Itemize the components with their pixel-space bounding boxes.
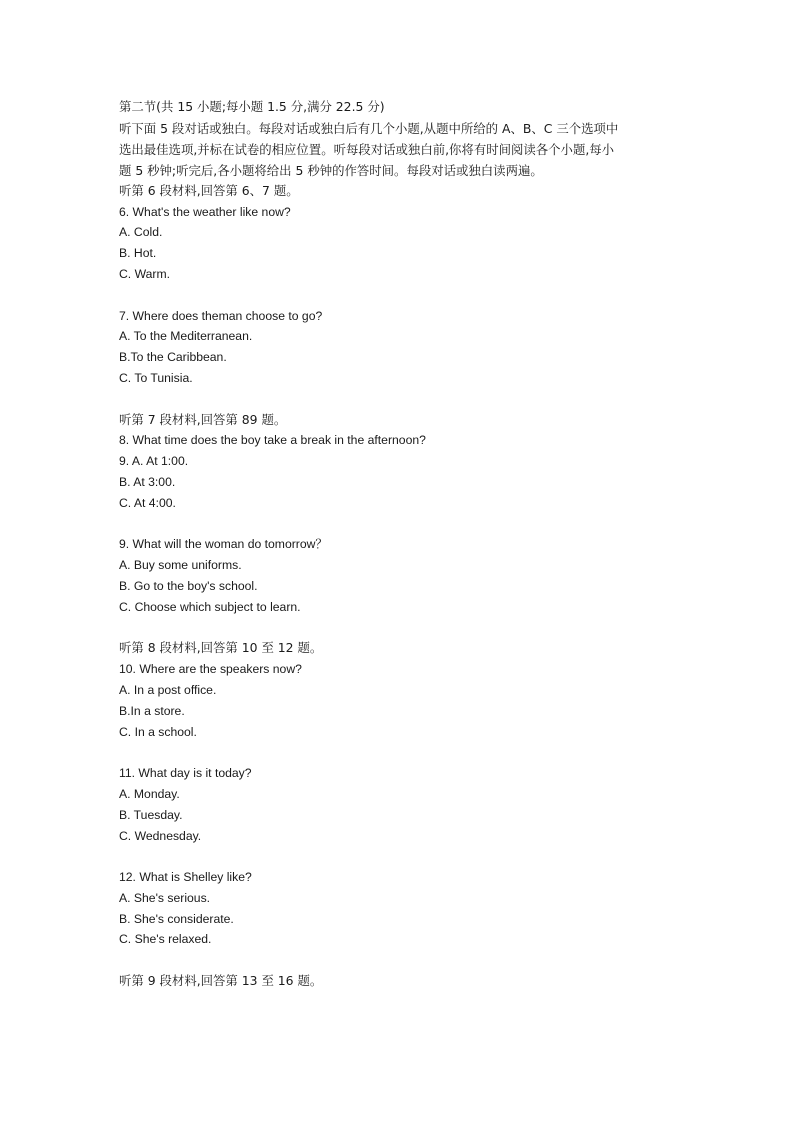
question-stem: 12. What is Shelley like? bbox=[119, 870, 252, 885]
question-stem: 10. Where are the speakers now? bbox=[119, 662, 302, 677]
spacer bbox=[119, 742, 679, 763]
option-a: A. She's serious. bbox=[119, 890, 211, 905]
question-6 bbox=[119, 202, 679, 285]
option-c: C. She's relaxed. bbox=[119, 932, 212, 947]
option-a: A. Monday. bbox=[119, 786, 180, 801]
question-10 bbox=[119, 659, 679, 742]
question-stem: 11. What day is it today? bbox=[119, 766, 252, 781]
question-group-7 bbox=[119, 410, 679, 639]
group-header: 听第 6 段材料,回答第 6、7 题。 bbox=[119, 182, 299, 198]
spacer bbox=[119, 514, 679, 535]
option-c: C. Choose which subject to learn. bbox=[119, 599, 301, 614]
option-b: B. At 3:00. bbox=[119, 474, 176, 489]
option-c: C. Warm. bbox=[119, 266, 170, 281]
option-b: B. Hot. bbox=[119, 246, 157, 261]
option-b: B. She's considerate. bbox=[119, 911, 234, 926]
question-stem: 9. What will the woman do tomorrow？ bbox=[119, 537, 328, 552]
instruction-line: 选出最佳选项,并标在试卷的相应位置。听每段对话或独白前,你将有时间阅读各个小题,每小 bbox=[119, 141, 615, 157]
spacer bbox=[119, 846, 679, 867]
question-stem: 7. Where does theman choose to go? bbox=[119, 308, 323, 323]
option-b: B. Go to the boy's school. bbox=[119, 578, 258, 593]
option-b: B.To the Caribbean. bbox=[119, 350, 227, 365]
option-c: C. Wednesday. bbox=[119, 828, 202, 843]
spacer bbox=[119, 618, 679, 639]
option-c: C. At 4:00. bbox=[119, 495, 176, 510]
spacer bbox=[119, 950, 679, 971]
option-b: B. Tuesday. bbox=[119, 807, 183, 822]
instruction-line: 题 5 秒钟;听完后,各小题将给出 5 秒钟的作答时间。每段对话或独白读两遍。 bbox=[119, 162, 543, 178]
group-header: 听第 7 段材料,回答第 89 题。 bbox=[119, 411, 287, 427]
spacer bbox=[119, 389, 679, 410]
question-group-6 bbox=[119, 181, 679, 410]
group-header: 听第 8 段材料,回答第 10 至 12 题。 bbox=[119, 640, 323, 656]
question-group-8 bbox=[119, 638, 679, 971]
option-b: B.In a store. bbox=[119, 703, 185, 718]
section-title: 第二节(共 15 小题;每小题 1.5 分,满分 22.5 分) bbox=[119, 99, 385, 114]
question-12 bbox=[119, 867, 679, 950]
listening-section bbox=[119, 97, 679, 992]
option-a: A. To the Mediterranean. bbox=[119, 329, 253, 344]
option-c: C. In a school. bbox=[119, 724, 197, 739]
question-group-9 bbox=[119, 971, 679, 992]
option-a: A. In a post office. bbox=[119, 682, 217, 697]
spacer bbox=[119, 285, 679, 306]
option-a: A. Buy some uniforms. bbox=[119, 558, 242, 573]
group-header: 听第 9 段材料,回答第 13 至 16 题。 bbox=[119, 973, 323, 989]
question-9 bbox=[119, 534, 679, 617]
question-8 bbox=[119, 430, 679, 513]
question-stem: 6. What's the weather like now? bbox=[119, 204, 291, 219]
question-stem: 8. What time does the boy take a break in the afternoon? bbox=[119, 433, 426, 448]
question-11 bbox=[119, 763, 679, 846]
instruction-line: 听下面 5 段对话或独白。每段对话或独白后有几个小题,从题中所给的 A、B、C 三个选项中 bbox=[119, 120, 619, 136]
question-7 bbox=[119, 306, 679, 389]
option-a: 9. A. At 1:00. bbox=[119, 454, 189, 469]
option-a: A. Cold. bbox=[119, 225, 163, 240]
option-c: C. To Tunisia. bbox=[119, 370, 193, 385]
